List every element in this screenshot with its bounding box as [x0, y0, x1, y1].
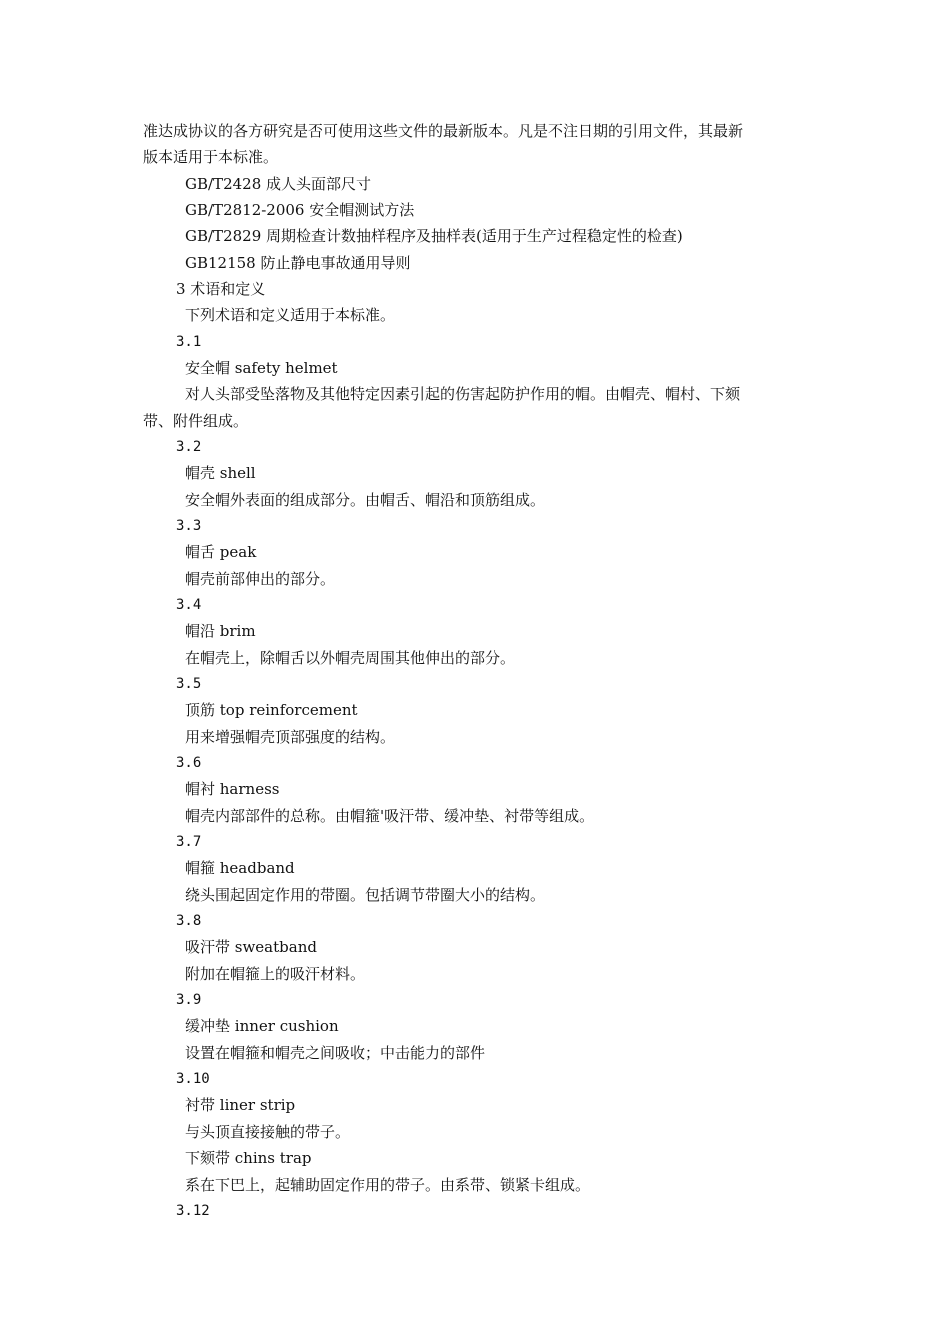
- reference-item: GB/T2812-2006 安全帽测试方法: [185, 201, 415, 219]
- term-name: 帽衬 harness: [185, 780, 280, 798]
- term-number: 3.1: [176, 334, 202, 350]
- term-definition-cont: 带、附件组成。: [143, 412, 249, 430]
- term-name: 顶筋 top reinforcement: [185, 701, 358, 719]
- term-number: 3.8: [176, 913, 202, 929]
- reference-item: GB12158 防止静电事故通用导则: [185, 254, 411, 272]
- term-name: 帽沿 brim: [185, 622, 256, 640]
- term-definition: 系在下巴上，起辅助固定作用的带子。由系带、锁紧卡组成。: [185, 1176, 591, 1194]
- term-definition: 附加在帽箍上的吸汗材料。: [185, 965, 366, 983]
- term-name: 帽壳 shell: [185, 464, 256, 482]
- term-name: 帽箍 headband: [185, 859, 295, 877]
- term-definition: 用来增强帽壳顶部强度的结构。: [185, 728, 396, 746]
- reference-item: GB/T2428 成人头面部尺寸: [185, 175, 372, 193]
- term-name: 缓冲垫 inner cushion: [185, 1017, 339, 1035]
- term-number: 3.9: [176, 992, 202, 1008]
- term-definition: 帽壳前部伸出的部分。: [185, 570, 336, 588]
- term-name: 衬带 liner strip: [185, 1096, 296, 1114]
- term-definition: 与头顶直接接触的带子。: [185, 1123, 351, 1141]
- section-heading: 3 术语和定义: [176, 280, 266, 298]
- term-definition: 在帽壳上，除帽舌以外帽壳周围其他伸出的部分。: [185, 649, 516, 667]
- intro-line-1: 准达成协议的各方研究是否可使用这些文件的最新版本。凡是不注日期的引用文件，其最新: [143, 122, 744, 140]
- term-definition: 绕头围起固定作用的带圈。包括调节带圈大小的结构。: [185, 886, 546, 904]
- term-definition: 设置在帽箍和帽壳之间吸收；中击能力的部件: [185, 1044, 486, 1062]
- term-number: 3.12: [176, 1203, 210, 1219]
- term-name: 下颏带 chins trap: [185, 1149, 312, 1167]
- term-number: 3.4: [176, 597, 202, 613]
- term-name: 帽舌 peak: [185, 543, 257, 561]
- term-number: 3.2: [176, 439, 202, 455]
- term-name: 吸汗带 sweatband: [185, 938, 317, 956]
- term-number: 3.3: [176, 518, 202, 534]
- term-definition: 安全帽外表面的组成部分。由帽舌、帽沿和顶筋组成。: [185, 491, 546, 509]
- term-number: 3.6: [176, 755, 202, 771]
- term-number: 3.7: [176, 834, 202, 850]
- term-name: 安全帽 safety helmet: [185, 359, 338, 377]
- term-number: 3.10: [176, 1071, 210, 1087]
- section-intro: 下列术语和定义适用于本标准。: [185, 306, 396, 324]
- term-number: 3.5: [176, 676, 202, 692]
- intro-line-2: 版本适用于本标准。: [143, 148, 279, 166]
- term-definition: 对人头部受坠落物及其他特定因素引起的伤害起防护作用的帽。由帽壳、帽村、下颏: [185, 385, 741, 403]
- reference-item: GB/T2829 周期检查计数抽样程序及抽样表(适用于生产过程稳定性的检查): [185, 227, 683, 245]
- term-definition: 帽壳内部部件的总称。由帽箍'吸汗带、缓冲垫、衬带等组成。: [185, 807, 595, 825]
